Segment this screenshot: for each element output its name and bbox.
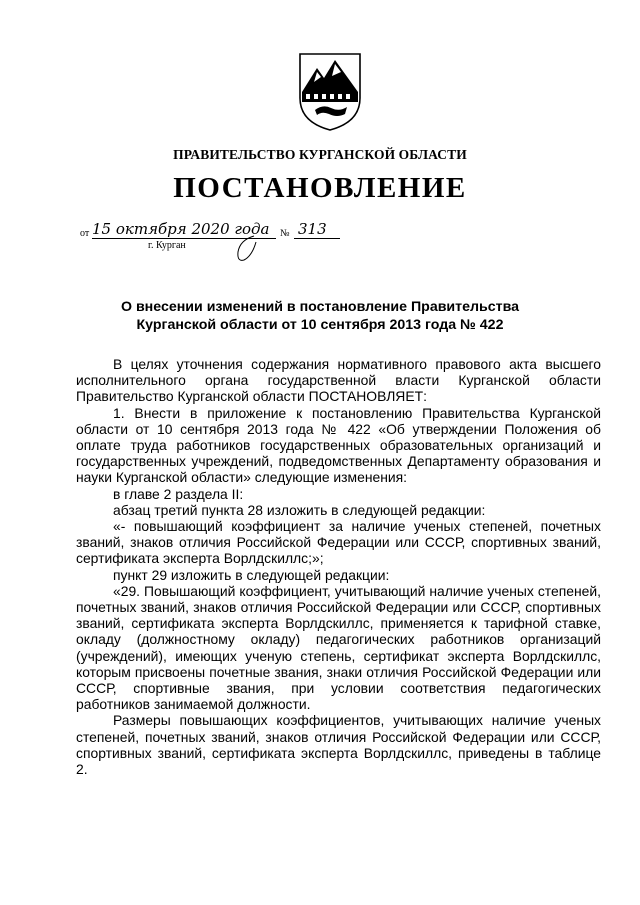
paragraph-sizes: Размеры повышающих коэффициентов, учитывающих наличие ученых степеней, почетных званий, знаков отличия Российской Федерации или СССР, спортивных званий, сертификата эксперта Ворлдскиллс, приведены в таблице 2. (76, 712, 601, 778)
paragraph-item-1: 1. Внести в приложение к постановлению Правительства Курганской области от 10 сентября 2013 года № 422 «Об утверждении Положения об оплате труда работников государственных образовательных организаций и государственных учреждений, подведомственных Департаменту образования и науки Курганской области» следующие изменения: (76, 404, 601, 486)
paragraph-point-29: пункт 29 изложить в следующей редакции: (113, 566, 390, 583)
document-subject (0, 298, 640, 334)
paragraph-point-28-text: «- повышающий коэффициент за наличие ученых степеней, почетных званий, знаков отличия Российской Федерации или СССР, спортивных званий, сертификата эксперта Ворлдскиллс;»; (76, 518, 601, 567)
document-type: ПОСТАНОВЛЕНИЕ (173, 172, 467, 204)
handwritten-date: 15 октября 2020 года (92, 220, 270, 238)
subject-line-1: О внесении изменений в постановление Правительства (120, 299, 519, 315)
document-body (76, 356, 601, 777)
city-label: г. Курган (148, 240, 186, 251)
date-from-label: от (80, 228, 90, 239)
paragraph-chapter-ref: в главе 2 раздела II: (113, 485, 244, 502)
number-label: № (280, 228, 290, 239)
handwritten-number: 313 (298, 220, 327, 238)
paragraph-point-28: абзац третий пункта 28 изложить в следующей редакции: (113, 501, 486, 518)
government-title: ПРАВИТЕЛЬСТВО КУРГАНСКОЙ ОБЛАСТИ (173, 147, 467, 162)
coat-of-arms-emblem (297, 52, 363, 132)
paragraph-preamble: В целях уточнения содержания нормативного правового акта высшего исполнительного органа государственной власти Курганской области Правительство Курганской области ПОСТАНОВЛЯЕТ: (76, 356, 601, 405)
paragraph-point-29-text: «29. Повышающий коэффициент, учитывающий наличие ученых степеней, почетных званий, знаков отличия Российской Федерации или СССР, спортивных званий, сертификата эксперта Ворлдскиллс, применяется к тарифной ставке, окладу (должностному окладу) педагогических работников организаций (учреждений), имеющих ученую степень, сертификат эксперта Ворлдскиллс, которым присвоены почетные звания, знаки отличия Российской Федерации или СССР, спортивные звания, при условии соответствия педагогических работников занимаемой должности. (76, 582, 601, 713)
subject-line-2: Курганской области от 10 сентября 2013 года № 422 (136, 317, 504, 333)
number-underline (294, 238, 340, 239)
signature-stroke (232, 234, 262, 266)
